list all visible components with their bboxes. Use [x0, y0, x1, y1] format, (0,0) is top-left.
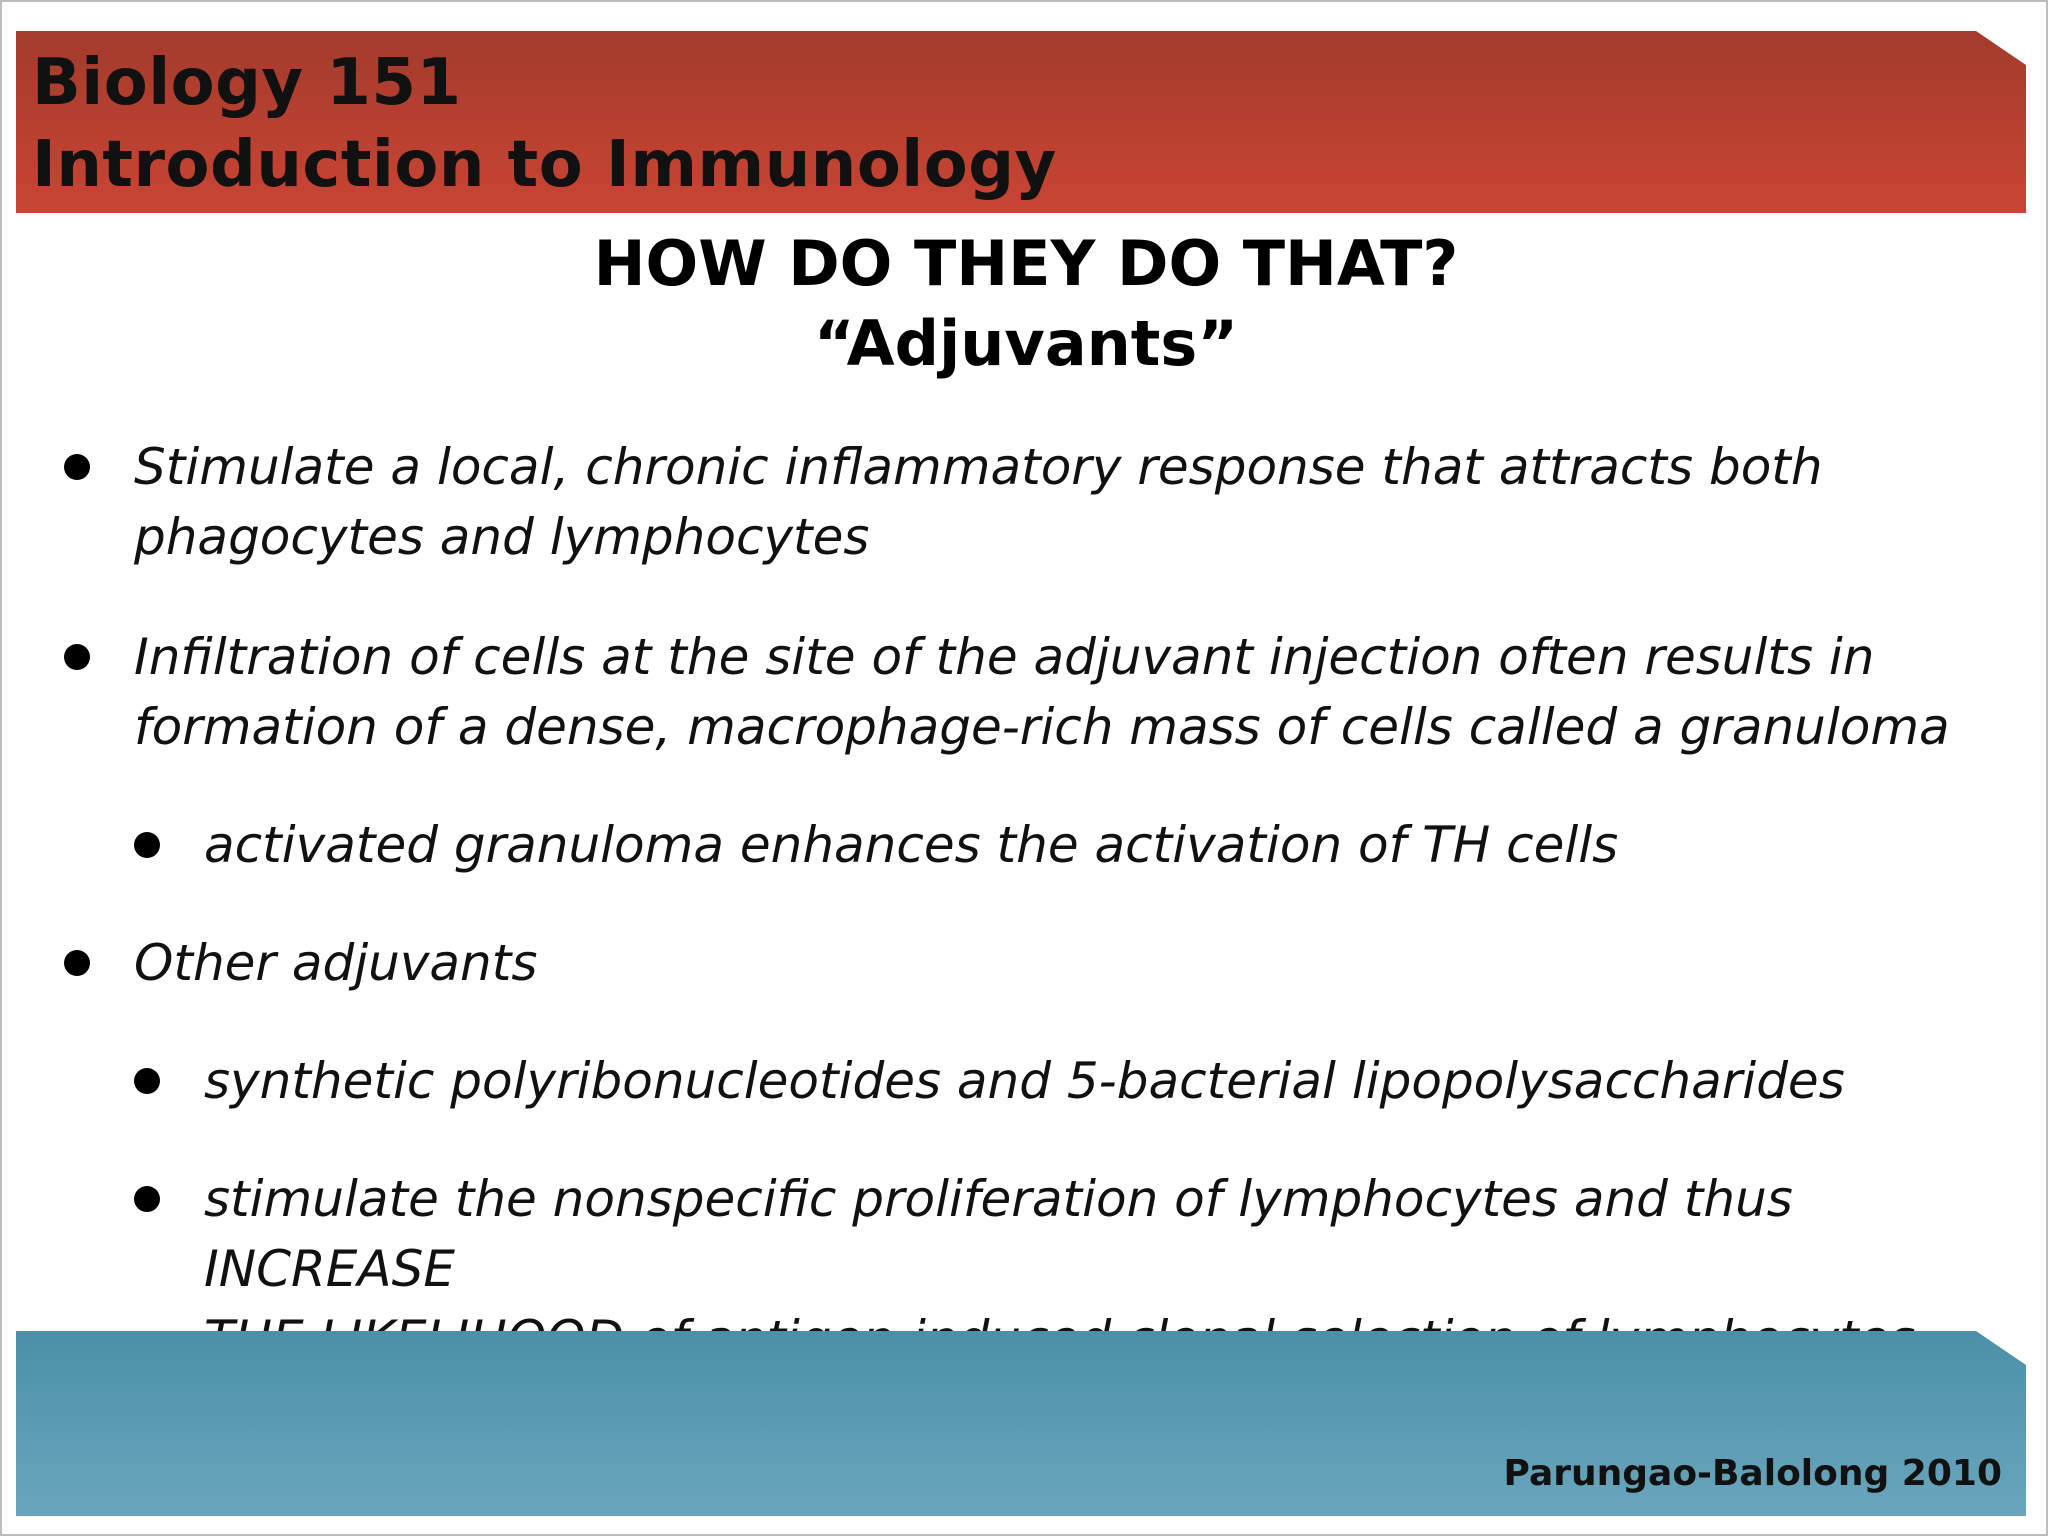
bullet-dot-icon	[64, 644, 90, 670]
course-header	[32, 42, 1057, 206]
course-code: Biology 151	[32, 46, 462, 120]
bullet-line: Infiltration of cells at the site of the adjuvant injection often results in	[134, 628, 1875, 686]
sub-bullet-item	[204, 810, 1618, 880]
bullet-item	[134, 432, 1823, 572]
bullet-line: formation of a dense, macrophage-rich mass of cells called a granuloma	[134, 698, 1950, 756]
bullet-dot-icon	[134, 1068, 160, 1094]
bullet-line: Other adjuvants	[134, 934, 538, 992]
bullet-item	[134, 622, 1950, 762]
bullet-dot-icon	[134, 832, 160, 858]
slide-title-line2: “Adjuvants”	[813, 307, 1239, 380]
bullet-line: synthetic polyribonucleotides and 5-bacterial lipopolysaccharides	[204, 1052, 1845, 1110]
course-name: Introduction to Immunology	[32, 128, 1057, 202]
bullet-line: Stimulate a local, chronic inflammatory response that attracts both	[134, 438, 1823, 496]
bullet-dot-icon	[64, 454, 90, 480]
slide-title-line1: HOW DO THEY DO THAT?	[593, 227, 1459, 300]
bullet-dot-icon	[64, 950, 90, 976]
bullet-dot-icon	[134, 1186, 160, 1212]
slide-title	[2, 224, 2048, 384]
sub-bullet-item	[204, 1046, 1845, 1116]
bullet-line: phagocytes and lymphocytes	[134, 508, 870, 566]
bullet-line: stimulate the nonspecific proliferation of lymphocytes and thus INCREASE	[204, 1170, 1793, 1298]
bullet-line: activated granuloma enhances the activation of TH cells	[204, 816, 1619, 874]
footer-credit: Parungao-Balolong 2010	[1503, 1453, 2002, 1494]
bullet-item	[134, 928, 537, 998]
